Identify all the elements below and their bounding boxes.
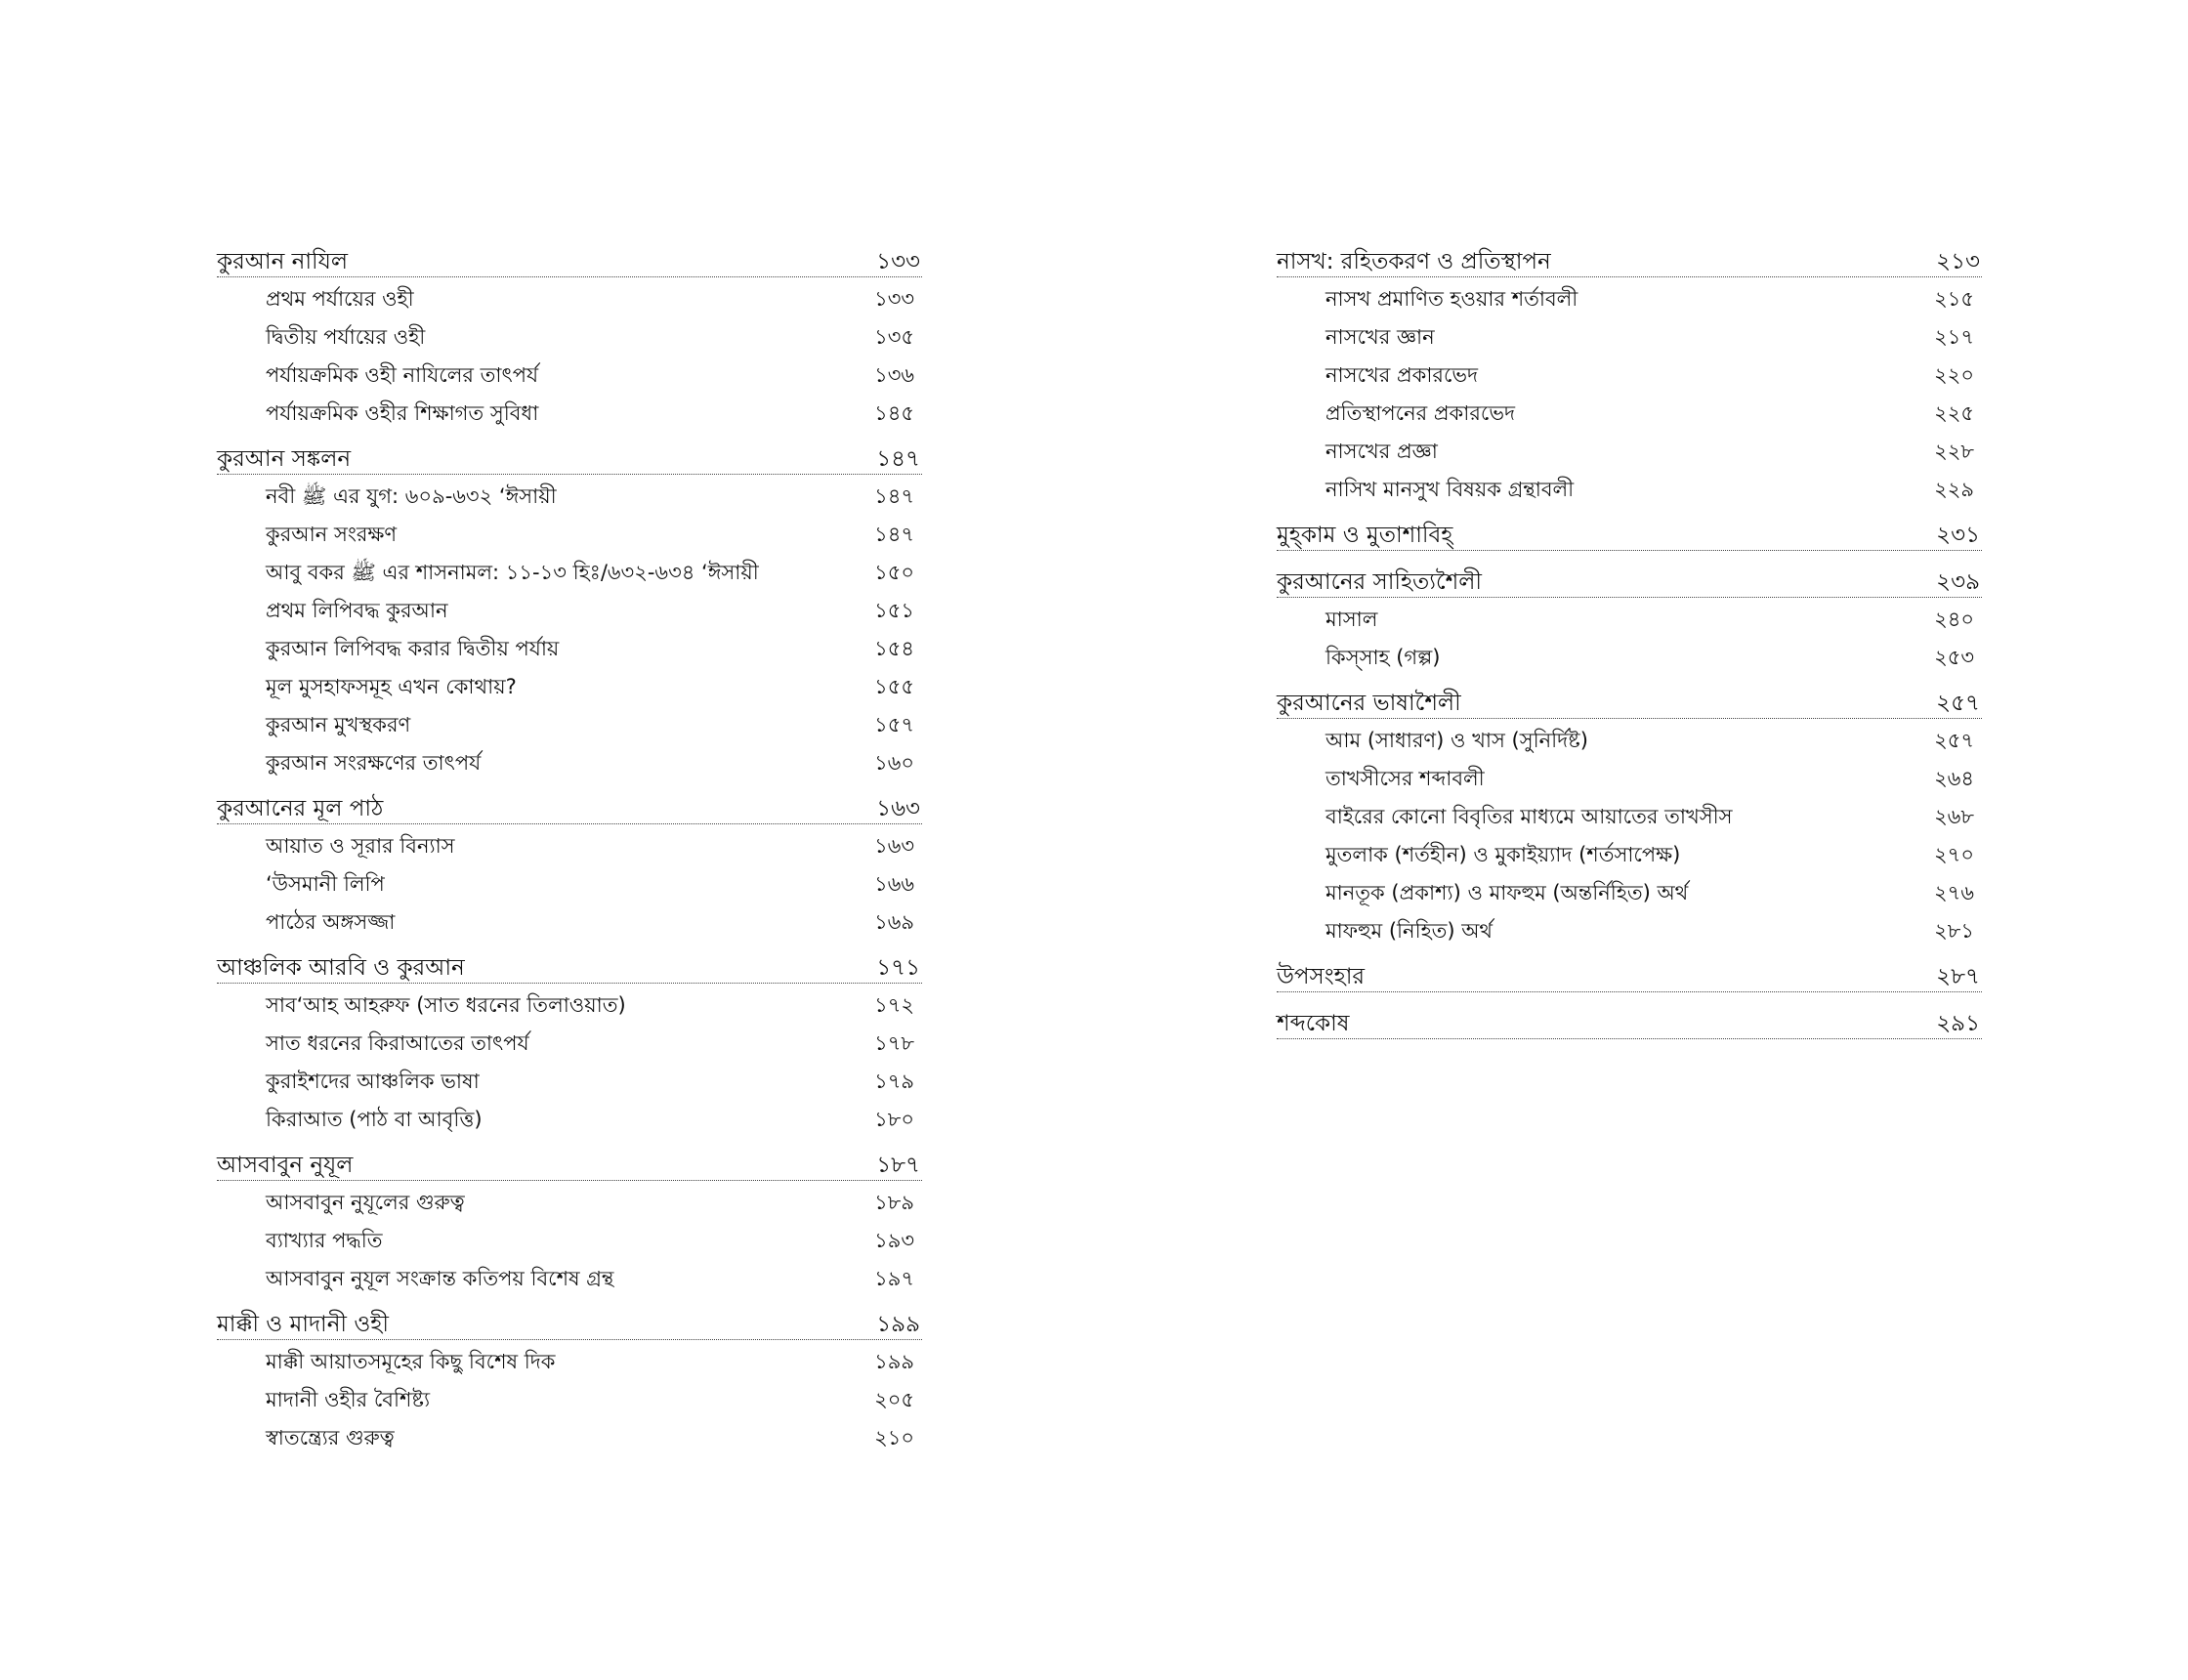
toc-subsection-list — [1277, 598, 1982, 686]
subsection-page-number: ১৬৯ — [874, 910, 914, 934]
subsection-page-number: ২০৫ — [874, 1388, 914, 1411]
toc-chapter — [1277, 686, 1982, 959]
chapter-page-number: ২৮৭ — [1936, 964, 1980, 989]
subsection-title: স্বাতন্ত্র্যের গুরুত্ব — [266, 1426, 395, 1449]
subsection-page-number: ২৭০ — [1934, 843, 1974, 866]
subsection-page-number: ১৫৭ — [874, 713, 914, 736]
subsection-title: নাসখের প্রকারভেদ — [1325, 363, 1479, 387]
toc-subsection-list — [217, 475, 922, 791]
chapter-title: নাসখ: রহিতকরণ ও প্রতিস্থাপন — [1277, 249, 1551, 274]
toc-subsection-row — [217, 1026, 922, 1064]
subsection-page-number: ২১৫ — [1934, 287, 1974, 311]
subsection-page-number: ২৫৭ — [1934, 729, 1974, 752]
chapter-page-number: ১৪৭ — [876, 446, 920, 472]
toc-subsection-row — [1277, 913, 1982, 951]
subsection-title: মাফহুম (নিহিত) অর্থ — [1325, 919, 1494, 943]
subsection-title: কুরআন সংরক্ষণ — [266, 523, 398, 546]
subsection-title: বাইরের কোনো বিবৃতির মাধ্যমে আয়াতের তাখসীস — [1325, 805, 1733, 828]
subsection-page-number: ২৬৮ — [1934, 805, 1974, 828]
toc-subsection-row — [1277, 640, 1982, 678]
toc-subsection-list — [217, 1181, 922, 1307]
toc-subsection-row — [1277, 837, 1982, 875]
chapter-page-number: ২১৩ — [1936, 249, 1980, 274]
toc-subsection-row — [1277, 396, 1982, 434]
subsection-title: মূল মুসহাফসমূহ এখন কোথায়? — [266, 675, 517, 698]
chapter-page-number: ১৩৩ — [876, 249, 920, 274]
subsection-title: মাক্কী আয়াতসমূহের কিছু বিশেষ দিক — [266, 1350, 556, 1373]
subsection-page-number: ১৫৪ — [874, 637, 914, 660]
toc-chapter-row — [217, 244, 922, 277]
subsection-title: মানতূক (প্রকাশ্য) ও মাফহুম (অন্তর্নিহিত) অর্থ — [1325, 881, 1689, 904]
subsection-title: পর্যায়ক্রমিক ওহীর শিক্ষাগত সুবিধা — [266, 401, 539, 425]
toc-subsection-row — [217, 631, 922, 669]
subsection-title: প্রথম লিপিবদ্ধ কুরআন — [266, 599, 448, 622]
toc-chapter-row — [1277, 686, 1982, 719]
toc-subsection-row — [217, 357, 922, 396]
subsection-page-number: ১৭২ — [874, 993, 914, 1017]
chapter-page-number: ১৯৯ — [876, 1312, 920, 1337]
chapter-title: শব্দকোষ — [1277, 1011, 1350, 1036]
toc-subsection-row — [217, 669, 922, 707]
toc-subsection-row — [1277, 875, 1982, 913]
chapter-title: মুহ্‌কাম ও মুতাশাবিহ্‌ — [1277, 523, 1453, 548]
subsection-page-number: ১৩৩ — [874, 287, 914, 311]
subsection-title: প্রতিস্থাপনের প্রকারভেদ — [1325, 401, 1516, 425]
toc-subsection-row — [1277, 761, 1982, 799]
subsection-title: ব্যাখ্যার পদ্ধতি — [266, 1229, 383, 1252]
toc-subsection-row — [217, 1344, 922, 1382]
subsection-title: আসবাবুন নুযূল সংক্রান্ত কতিপয় বিশেষ গ্রন্থ — [266, 1267, 614, 1290]
toc-subsection-row — [1277, 434, 1982, 472]
toc-subsection-row — [217, 987, 922, 1026]
toc-subsection-row — [217, 593, 922, 631]
toc-subsection-row — [217, 866, 922, 904]
chapter-page-number: ২৩৯ — [1936, 569, 1980, 595]
subsection-title: সাব‘আহ আহরুফ (সাত ধরনের তিলাওয়াত) — [266, 993, 626, 1017]
subsection-title: কুরাইশদের আঞ্চলিক ভাষা — [266, 1070, 480, 1093]
subsection-page-number: ১৪৫ — [874, 401, 914, 425]
subsection-page-number: ১৫৫ — [874, 675, 914, 698]
toc-subsection-row — [217, 319, 922, 357]
toc-chapter-row — [1277, 518, 1982, 551]
subsection-page-number: ১৮৯ — [874, 1191, 914, 1214]
chapter-title: কুরআনের ভাষাশৈলী — [1277, 691, 1461, 716]
toc-subsection-row — [217, 904, 922, 943]
subsection-title: নাসিখ মানসুখ বিষয়ক গ্রন্থাবলী — [1325, 478, 1575, 501]
subsection-page-number: ২২৮ — [1934, 440, 1974, 463]
chapter-title: আসবাবুন নুযূল — [217, 1153, 354, 1178]
subsection-title: নাসখের প্রজ্ঞা — [1325, 440, 1438, 463]
subsection-page-number: ২১৭ — [1934, 325, 1974, 349]
toc-chapter-row — [217, 1307, 922, 1340]
toc-subsection-row — [217, 281, 922, 319]
subsection-page-number: ১৬০ — [874, 751, 914, 775]
toc-chapter — [217, 244, 922, 441]
toc-chapter — [1277, 1006, 1982, 1039]
subsection-page-number: ২২৫ — [1934, 401, 1974, 425]
toc-subsection-list — [217, 277, 922, 441]
subsection-title: প্রথম পর্যায়ের ওহী — [266, 287, 414, 311]
subsection-title: কুরআন সংরক্ষণের তাৎপর্য — [266, 751, 482, 775]
toc-subsection-row — [217, 517, 922, 555]
toc-subsection-list — [217, 1340, 922, 1466]
subsection-title: নাসখের জ্ঞান — [1325, 325, 1435, 349]
subsection-page-number: ১৫১ — [874, 599, 914, 622]
toc-subsection-list — [217, 984, 922, 1148]
toc-subsection-row — [1277, 281, 1982, 319]
subsection-page-number: ২৭৬ — [1934, 881, 1974, 904]
subsection-title: মাসাল — [1325, 608, 1378, 631]
subsection-title: পর্যায়ক্রমিক ওহী নাযিলের তাৎপর্য — [266, 363, 539, 387]
subsection-title: কুরআন লিপিবদ্ধ করার দ্বিতীয় পর্যায় — [266, 637, 560, 660]
toc-chapter-row — [1277, 959, 1982, 992]
toc-subsection-list — [1277, 719, 1982, 959]
subsection-page-number: ২১০ — [874, 1426, 914, 1449]
toc-chapter — [217, 1148, 922, 1307]
toc-chapter-row — [1277, 244, 1982, 277]
chapter-title: আঞ্চলিক আরবি ও কুরআন — [217, 955, 465, 981]
subsection-title: ‘উসমানী লিপি — [266, 872, 385, 896]
toc-subsection-list — [1277, 277, 1982, 518]
subsection-page-number: ১৬৬ — [874, 872, 914, 896]
subsection-title: আবু বকর ﷺ এর শাসনামল: ১১-১৩ হিঃ/৬৩২-৬৩৪ ‘ঈসায়ী — [266, 561, 759, 584]
subsection-page-number: ২২০ — [1934, 363, 1974, 387]
toc-chapter — [1277, 518, 1982, 551]
toc-subsection-list — [217, 824, 922, 950]
toc-chapter-row — [1277, 565, 1982, 598]
subsection-page-number: ১৩৫ — [874, 325, 914, 349]
toc-subsection-row — [217, 396, 922, 434]
toc-subsection-row — [217, 828, 922, 866]
subsection-title: কুরআন মুখস্থকরণ — [266, 713, 411, 736]
subsection-page-number: ১৭৮ — [874, 1031, 914, 1055]
toc-chapter-row — [217, 791, 922, 824]
toc-chapter-row — [1277, 1006, 1982, 1039]
toc-chapter — [217, 441, 922, 791]
toc-subsection-row — [1277, 602, 1982, 640]
toc-left-column — [217, 244, 922, 1466]
chapter-title: কুরআন নাযিল — [217, 249, 348, 274]
subsection-title: তাখসীসের শব্দাবলী — [1325, 767, 1485, 790]
subsection-title: নাসখ প্রমাণিত হওয়ার শর্তাবলী — [1325, 287, 1578, 311]
toc-subsection-row — [217, 1102, 922, 1140]
toc-subsection-row — [217, 555, 922, 593]
chapter-title: মাক্কী ও মাদানী ওহী — [217, 1312, 389, 1337]
subsection-title: পাঠের অঙ্গসজ্জা — [266, 910, 396, 934]
toc-chapter — [1277, 244, 1982, 518]
subsection-title: কিস্‌সাহ (গল্প) — [1325, 646, 1441, 669]
subsection-page-number: ২৮১ — [1934, 919, 1974, 943]
chapter-page-number: ১৬৩ — [876, 796, 920, 821]
toc-subsection-row — [217, 1420, 922, 1458]
subsection-page-number: ২৪০ — [1934, 608, 1974, 631]
toc-chapter — [1277, 959, 1982, 992]
toc-subsection-row — [217, 1223, 922, 1261]
subsection-page-number: ২৫৩ — [1934, 646, 1974, 669]
subsection-title: সাত ধরনের কিরাআতের তাৎপর্য — [266, 1031, 529, 1055]
toc-chapter — [1277, 565, 1982, 686]
toc-subsection-row — [217, 1185, 922, 1223]
toc-subsection-row — [1277, 723, 1982, 761]
toc-subsection-row — [217, 745, 922, 783]
toc-subsection-row — [217, 707, 922, 745]
toc-chapter — [217, 791, 922, 950]
subsection-title: নবী ﷺ এর যুগ: ৬০৯-৬৩২ ‘ঈসায়ী — [266, 484, 557, 508]
toc-subsection-row — [217, 1064, 922, 1102]
subsection-page-number: ১৪৭ — [874, 484, 914, 508]
chapter-title: কুরআনের মূল পাঠ — [217, 796, 384, 821]
chapter-page-number: ১৮৭ — [876, 1153, 920, 1178]
subsection-page-number: ১৫০ — [874, 561, 914, 584]
toc-subsection-row — [1277, 472, 1982, 510]
chapter-page-number: ২৯১ — [1936, 1011, 1980, 1036]
subsection-title: মুতলাক (শর্তহীন) ও মুকাইয়্যাদ (শর্তসাপেক্ষ) — [1325, 843, 1681, 866]
chapter-title: উপসংহার — [1277, 964, 1366, 989]
toc-chapter — [217, 1307, 922, 1466]
subsection-page-number: ১৬৩ — [874, 834, 914, 858]
subsection-title: আম (সাধারণ) ও খাস (সুনির্দিষ্ট) — [1325, 729, 1588, 752]
subsection-page-number: ২৬৪ — [1934, 767, 1974, 790]
subsection-page-number: ১৭৯ — [874, 1070, 914, 1093]
toc-subsection-row — [1277, 799, 1982, 837]
toc-subsection-row — [1277, 357, 1982, 396]
subsection-title: কিরাআত (পাঠ বা আবৃত্তি) — [266, 1108, 483, 1131]
chapter-page-number: ১৭১ — [876, 955, 920, 981]
toc-chapter-row — [217, 950, 922, 984]
chapter-page-number: ২৩১ — [1936, 523, 1980, 548]
subsection-title: দ্বিতীয় পর্যায়ের ওহী — [266, 325, 426, 349]
toc-subsection-row — [1277, 319, 1982, 357]
toc-subsection-row — [217, 1382, 922, 1420]
subsection-page-number: ১৪৭ — [874, 523, 914, 546]
subsection-page-number: ১৩৬ — [874, 363, 914, 387]
chapter-page-number: ২৫৭ — [1936, 691, 1980, 716]
chapter-title: কুরআনের সাহিত্যশৈলী — [1277, 569, 1482, 595]
subsection-title: আসবাবুন নুযূলের গুরুত্ব — [266, 1191, 465, 1214]
subsection-page-number: ১৯৯ — [874, 1350, 914, 1373]
toc-chapter-row — [217, 441, 922, 475]
subsection-title: মাদানী ওহীর বৈশিষ্ট্য — [266, 1388, 431, 1411]
subsection-page-number: ১৮০ — [874, 1108, 914, 1131]
toc-chapter — [217, 950, 922, 1148]
toc-right-column — [1277, 244, 1982, 1053]
chapter-title: কুরআন সঙ্কলন — [217, 446, 352, 472]
toc-subsection-row — [217, 479, 922, 517]
subsection-page-number: ২২৯ — [1934, 478, 1974, 501]
subsection-page-number: ১৯৩ — [874, 1229, 914, 1252]
subsection-title: আয়াত ও সূরার বিন্যাস — [266, 834, 455, 858]
toc-subsection-row — [217, 1261, 922, 1299]
toc-chapter-row — [217, 1148, 922, 1181]
subsection-page-number: ১৯৭ — [874, 1267, 914, 1290]
